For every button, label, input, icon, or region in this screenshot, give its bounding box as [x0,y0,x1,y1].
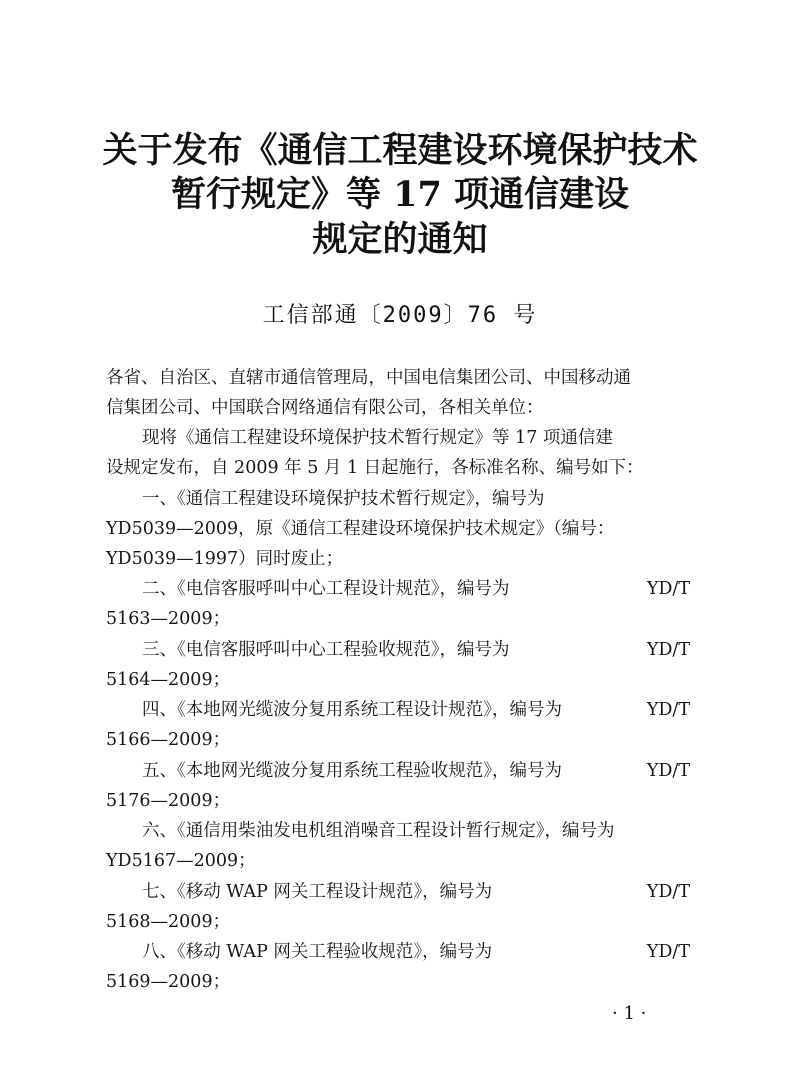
item-6-line-2: YD5167—2009； [106,851,256,871]
item-7-line-1 [142,884,690,902]
intro-line-1: 现将《通信工程建设环境保护技术暂行规定》等 17 项通信建 [142,428,613,448]
item-8-text: 八、《移动 WAP 网关工程验收规范》，编号为 [142,942,493,962]
item-7-code-prefix: YD/T [646,882,690,902]
item-8-line-1 [142,944,690,962]
item-5-text: 五、《本地网光缆波分复用系统工程验收规范》，编号为 [142,761,562,781]
item-1-line-2: YD5039—2009，原《通信工程建设环境保护技术规定》（编号： [106,519,615,539]
item-2-line-1 [142,581,690,599]
item-1-line-3: YD5039—1997）同时废止； [106,549,344,569]
item-5-code-prefix: YD/T [646,761,690,781]
item-3-code-prefix: YD/T [646,640,690,660]
title-line-3: 规定的通知 [312,219,488,260]
item-6-line-1: 六、《通信用柴油发电机组消噪音工程设计暂行规定》，编号为 [142,821,615,841]
item-5-line-1 [142,763,690,781]
document-number: 工信部通〔2009〕76 号 [262,303,538,328]
intro-line-2: 设规定发布，自 2009 年 5 月 1 日起施行，各标准名称、编号如下： [106,458,644,478]
item-8-code-prefix: YD/T [646,942,690,962]
item-7-line-2: 5168—2009； [106,912,231,932]
item-2-line-2: 5163—2009； [106,609,231,629]
item-2-code-prefix: YD/T [646,579,690,599]
addressee-line-1: 各省、自治区、直辖市通信管理局，中国电信集团公司、中国移动通 [106,368,631,388]
item-7-text: 七、《移动 WAP 网关工程设计规范》，编号为 [142,882,493,902]
item-1-line-1: 一、《通信工程建设环境保护技术暂行规定》，编号为 [142,489,545,509]
item-8-line-2: 5169—2009； [106,972,231,992]
item-3-line-1 [142,642,690,660]
item-5-line-2: 5176—2009； [106,791,231,811]
title-line-1: 关于发布《通信工程建设环境保护技术 [102,130,698,171]
title-line-2: 暂行规定》等 17 项通信建设 [170,174,630,215]
item-2-text: 二、《电信客服呼叫中心工程设计规范》，编号为 [142,579,510,599]
item-4-line-2: 5166—2009； [106,730,231,750]
item-3-text: 三、《电信客服呼叫中心工程验收规范》，编号为 [142,640,510,660]
item-4-line-1 [142,702,690,720]
page-number: · 1 · [612,1003,647,1024]
addressee-line-2: 信集团公司、中国联合网络通信有限公司，各相关单位： [106,398,544,418]
item-3-line-2: 5164—2009； [106,670,231,690]
item-4-code-prefix: YD/T [646,700,690,720]
item-4-text: 四、《本地网光缆波分复用系统工程设计规范》，编号为 [142,700,562,720]
